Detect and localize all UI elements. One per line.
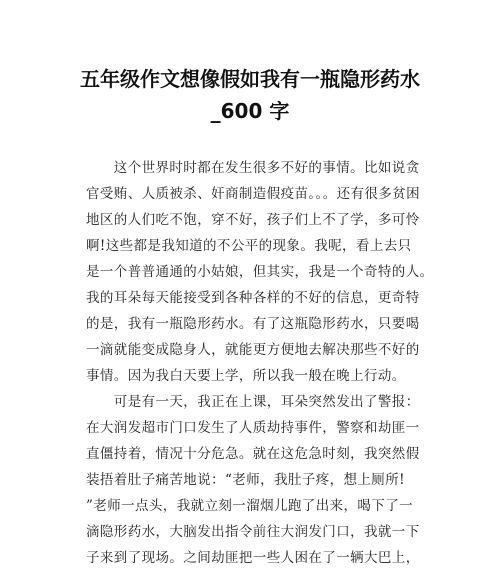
body-line-4: 啊!这些都是我知道的不公平的现象。我呢，看上去只 (86, 238, 412, 254)
body-line-10: 可是有一天，我正在上课，耳朵突然发出了警报： (86, 394, 420, 410)
body-line-15: 滴隐形药水，大脑发出指令前往大润发门口，我就一下 (86, 524, 420, 540)
body-line-3: 地区的人们吃不饱，穿不好，孩子们上不了学，多可怜 (86, 212, 420, 228)
body-line-13: 装捂着肚子痛苦地说：“老师，我肚子疼，想上厕所! (86, 472, 405, 488)
body-line-2: 官受贿、人质被杀、奸商制造假疫苗。。。还有很多贫困 (86, 186, 420, 202)
document-title-line-1: 五年级作文想像假如我有一瓶隐形药水 (80, 67, 420, 91)
body-line-5: 是一个普普通通的小姑娘，但其实，我是一个奇特的人。 (86, 264, 434, 280)
body-line-7: 的是，我有一瓶隐形药水。有了这瓶隐形药水，只要喝 (86, 316, 420, 332)
body-line-16: 子来到了现场。之间劫匪把一些人困在了一辆大巴上， (86, 550, 420, 566)
body-line-8: 一滴就能变成隐身人，就能更方便地去解决那些不好的 (86, 342, 420, 358)
body-line-6: 我的耳朵每天能接受到各种各样的不好的信息，更奇特 (86, 290, 420, 306)
document-title-line-2: _600 字 (210, 99, 290, 123)
body-line-11: 在大润发超市门口发生了人质劫持事件，警察和劫匪一 (86, 420, 420, 436)
body-line-14: ”老师一点头，我就立刻一溜烟儿跑了出来，喝下了一 (86, 498, 414, 514)
body-line-1: 这个世界时时都在发生很多不好的事情。比如说贪 (86, 160, 420, 176)
body-line-9: 事情。因为我白天要上学，所以我一般在晚上行动。 (86, 368, 406, 384)
body-line-12: 直僵持着，情况十分危急。就在这危急时刻，我突然假 (86, 446, 420, 462)
